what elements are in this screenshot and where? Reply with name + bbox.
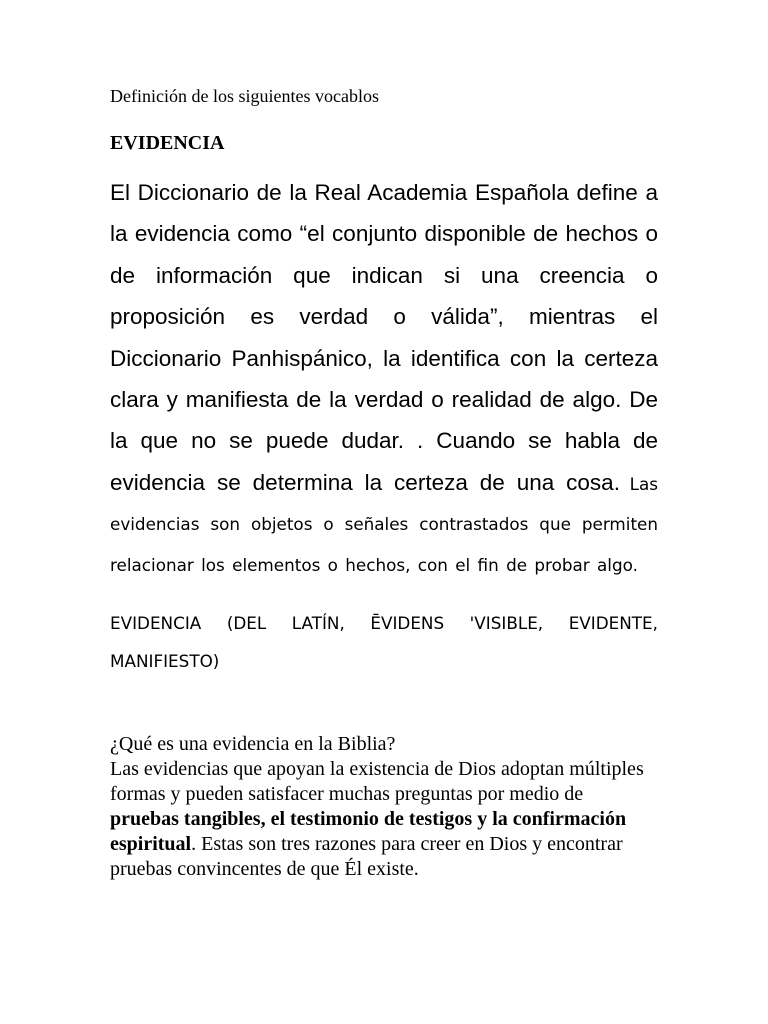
bible-bold-text: pruebas tangibles, el testimonio de testigos y la confirmación espiritual	[110, 808, 627, 855]
document-subtitle: Definición de los siguientes vocablos	[110, 86, 379, 106]
bible-paragraph	[110, 757, 650, 882]
term-heading: EVIDENCIA	[110, 132, 225, 154]
etymology-text: EVIDENCIA (DEL LATÍN, ĒVIDENS 'VISIBLE, EVIDENTE, MANIFIESTO)	[110, 613, 658, 672]
bible-outro-text: . Estas son tres razones para creer en Dios y encontrar pruebas convincentes de que Él existe.	[110, 833, 623, 880]
definition-paragraph	[110, 174, 658, 586]
definition-rae-text: El Diccionario de la Real Academia Española define a la evidencia como “el conjunto disponible de hechos o de información que indican si una creencia o proposición es verdad o válida”, mientras el Diccionario Panhispánico, la identifica con la certeza clara y manifiesta de la verdad o realidad de algo. De la que no se puede dudar. . Cuando se habla de evidencia se determina la certeza de una cosa.	[110, 180, 658, 495]
bible-intro-text: Las evidencias que apoyan la existencia de Dios adoptan múltiples formas y pueden satisfacer muchas preguntas por medio de	[110, 758, 644, 805]
bible-section	[110, 732, 650, 882]
definition-objects-text: Las evidencias son objetos o señales contrastados que permiten relacionar los elementos o hechos, con el fin de probar algo.	[110, 473, 659, 575]
bible-question: ¿Qué es una evidencia en la Biblia?	[110, 733, 396, 755]
